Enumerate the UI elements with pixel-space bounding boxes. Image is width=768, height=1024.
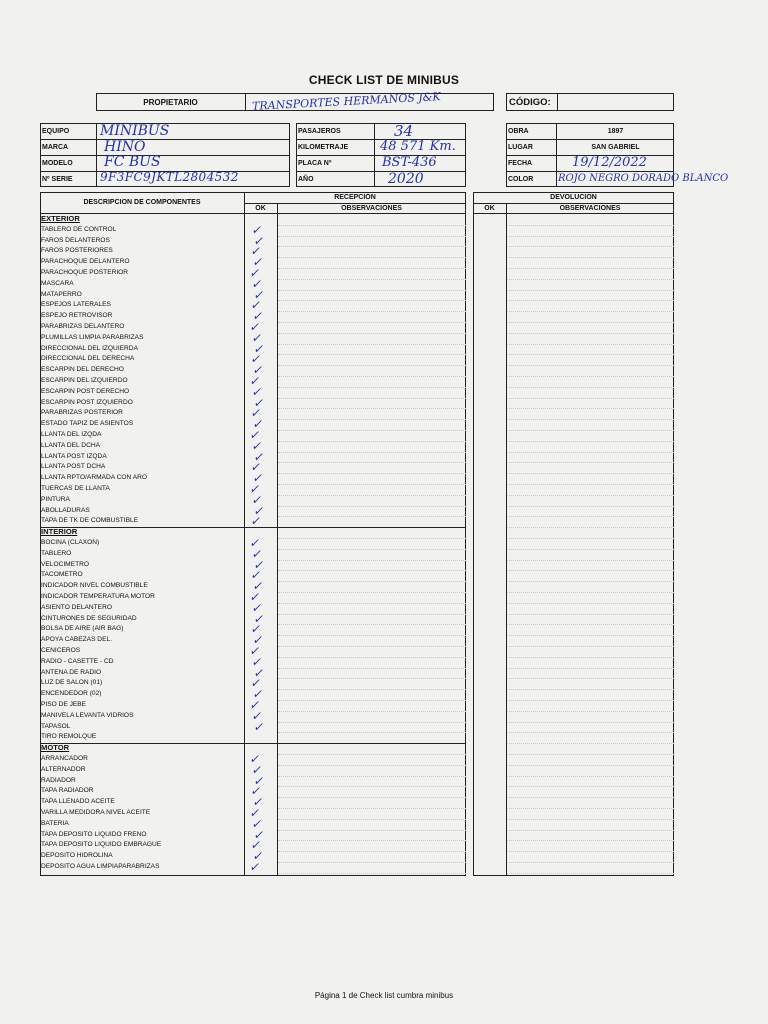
row-separator — [507, 246, 674, 247]
page-title: CHECK LIST DE MINIBUS — [308, 73, 460, 87]
component-row-label: ESCARPIN DEL IZQUIERDO — [41, 377, 128, 384]
component-row-label: APOYA CABEZAS DEL. — [41, 636, 112, 644]
component-row-label: LLANTA POST DCHA — [41, 463, 106, 471]
component-row-label: INDICADOR TEMPERATURA MOTOR — [41, 593, 155, 600]
row-separator — [507, 441, 674, 442]
row-separator — [507, 257, 674, 258]
component-row-label: DEPOSITO AGUA LIMPIAPARABRIZAS — [41, 863, 160, 870]
ok-checkmark-icon[interactable]: ✓ — [249, 244, 263, 259]
row-separator — [278, 614, 466, 615]
row-separator — [507, 830, 674, 831]
component-row-label: LUZ DE SALON (01) — [41, 679, 103, 687]
equipo-value[interactable]: MINIBUS — [100, 123, 170, 139]
row-separator — [278, 808, 466, 809]
row-separator — [507, 452, 674, 453]
component-row-label: VARILLA MEDIDORA NIVEL ACEITE — [41, 809, 151, 816]
row-separator — [278, 549, 466, 550]
ok-checkmark-icon[interactable]: ✓ — [249, 406, 263, 421]
ok-checkmark-icon[interactable]: ✓ — [252, 719, 266, 734]
row-separator — [278, 657, 466, 658]
row-separator — [507, 603, 674, 604]
pasajeros-value[interactable]: 34 — [394, 122, 414, 140]
row-separator — [278, 322, 466, 323]
component-row-label: PISO DE JEBE — [41, 701, 87, 708]
row-separator — [507, 840, 674, 841]
row-separator — [278, 225, 466, 226]
ok-checkmark-icon[interactable]: ✓ — [248, 320, 262, 334]
row-separator — [278, 452, 466, 453]
component-row-label: TABLERO — [41, 549, 72, 557]
row-separator — [507, 419, 674, 420]
row-separator — [507, 624, 674, 625]
ok-checkmark-icon[interactable]: ✓ — [248, 482, 262, 496]
row-separator — [278, 441, 466, 442]
ok-checkmark-icon[interactable]: ✓ — [250, 276, 264, 291]
row-separator — [278, 538, 466, 539]
row-separator — [278, 344, 466, 345]
row-separator — [278, 484, 466, 485]
component-row-label: BATERIA — [41, 819, 69, 827]
row-separator — [278, 257, 466, 258]
row-separator — [278, 668, 466, 669]
row-separator — [507, 743, 674, 744]
component-row-label: MANIVELA LEVANTA VIDRIOS — [41, 711, 134, 719]
row-separator — [507, 236, 674, 237]
component-row-label: ESCARPIN DEL DERECHO — [41, 366, 124, 374]
ok-checkmark-icon[interactable]: ✓ — [249, 514, 263, 529]
row-separator — [278, 398, 466, 399]
ok-checkmark-icon[interactable]: ✓ — [252, 449, 266, 464]
ok-checkmark-icon[interactable]: ✓ — [248, 698, 262, 712]
row-separator — [507, 560, 674, 561]
component-row-label: CENICEROS — [41, 647, 81, 654]
ok-checkmark-icon[interactable]: ✓ — [249, 676, 263, 691]
row-separator — [507, 614, 674, 615]
row-separator — [278, 387, 466, 388]
component-row-label: INDICADOR NIVEL COMBUSTIBLE — [41, 582, 148, 590]
row-separator — [278, 408, 466, 409]
row-separator — [278, 711, 466, 712]
row-separator — [278, 560, 466, 561]
row-separator — [507, 678, 674, 679]
row-separator — [278, 495, 466, 496]
row-separator — [507, 808, 674, 809]
component-row-label: BOLSA DE AIRE (AIR BAG) — [41, 625, 124, 633]
ok-checkmark-icon[interactable]: ✓ — [252, 233, 266, 248]
row-separator — [278, 840, 466, 841]
component-row-label: DIRECCIONAL DEL DERECHA — [41, 355, 135, 363]
row-separator — [507, 527, 674, 528]
ok-checkmark-icon[interactable]: ✓ — [250, 654, 264, 669]
row-separator — [507, 365, 674, 366]
row-separator — [507, 700, 674, 701]
component-row-label: PARACHOQUE DELANTERO — [41, 258, 130, 266]
component-row-label: TAPA DEPOSITO LIQUIDO EMBRAGUE — [41, 841, 162, 849]
component-row-label: RADIO - CASETTE - CD — [41, 657, 114, 665]
recepcion-obs-header: OBSERVACIONES — [341, 204, 402, 212]
row-separator — [278, 311, 466, 312]
row-separator — [278, 246, 466, 247]
component-row-label: VELOCIMETRO — [41, 560, 89, 568]
row-separator — [507, 225, 674, 226]
ok-checkmark-icon[interactable]: ✓ — [249, 838, 263, 853]
devolucion-obs-header: OBSERVACIONES — [559, 204, 621, 212]
equipo-label: EQUIPO — [42, 127, 70, 135]
row-separator — [278, 333, 466, 334]
row-separator — [278, 279, 466, 280]
component-row-label: LLANTA POST IZQDA — [41, 452, 107, 460]
component-row-label: ABOLLADURAS — [41, 506, 90, 514]
row-separator — [278, 624, 466, 625]
devolucion-header: DEVOLUCIÓN — [550, 194, 597, 201]
kilometraje-value[interactable]: 48 571 Km. — [380, 139, 456, 154]
row-separator — [278, 419, 466, 420]
ok-checkmark-icon[interactable]: ✓ — [249, 460, 263, 475]
ok-checkmark-icon[interactable]: ✓ — [252, 395, 266, 410]
component-row-label: LLANTA RPTO/ARMADA CON ARO — [41, 474, 148, 482]
ok-checkmark-icon[interactable]: ✓ — [252, 665, 266, 680]
marca-value[interactable]: HINO — [104, 139, 146, 155]
component-row-label: ASIENTO DELANTERO — [41, 603, 112, 611]
row-separator — [278, 462, 466, 463]
serie-value[interactable]: 9F3FC9JKTL2804532 — [100, 170, 239, 184]
component-row-label: RADIADOR — [41, 776, 76, 784]
row-separator — [507, 776, 674, 777]
component-row-label: ARRANCADOR — [41, 755, 88, 762]
row-separator — [278, 516, 466, 517]
row-separator — [507, 765, 674, 766]
component-row-label: PARACHOQUE POSTERIOR — [41, 269, 129, 276]
ok-checkmark-icon[interactable]: ✓ — [249, 352, 263, 367]
row-separator — [507, 570, 674, 571]
row-separator — [278, 830, 466, 831]
row-separator — [507, 322, 674, 323]
component-row-label: DIRECCIONAL DEL IZQUIERDA — [41, 344, 138, 352]
ok-checkmark-icon[interactable]: ✓ — [251, 417, 265, 432]
component-row-label: TABLERO DE CONTROL — [41, 225, 117, 233]
row-separator — [507, 819, 674, 820]
row-separator — [278, 376, 466, 377]
row-separator — [278, 300, 466, 301]
ok-checkmark-icon[interactable]: ✓ — [252, 341, 266, 356]
recepcion-ok-header: OK — [255, 204, 266, 212]
ok-checkmark-icon[interactable]: ✓ — [252, 773, 266, 788]
ok-checkmark-icon[interactable]: ✓ — [251, 579, 265, 594]
component-row-label: FAROS POSTERIORES — [41, 247, 113, 255]
ok-checkmark-icon[interactable]: ✓ — [251, 795, 265, 810]
row-separator — [278, 797, 466, 798]
row-separator — [507, 538, 674, 539]
ok-checkmark-icon[interactable]: ✓ — [250, 222, 264, 237]
component-row-label: TACOMETRO — [41, 571, 83, 579]
component-row-label: FAROS DELANTEROS — [41, 236, 110, 244]
row-separator — [278, 678, 466, 679]
component-row-label: ESTADO TAPIZ DE ASIENTOS — [41, 420, 134, 428]
row-separator — [278, 776, 466, 777]
modelo-label: MODELO — [42, 159, 73, 167]
row-separator — [278, 581, 466, 582]
propietario-value[interactable]: TRANSPORTES HERMANOS J&K — [251, 90, 442, 113]
ok-checkmark-icon[interactable]: ✓ — [251, 687, 265, 702]
placa-label: PLACA Nº — [298, 159, 332, 167]
row-separator — [278, 603, 466, 604]
row-separator — [278, 430, 466, 431]
row-separator — [507, 290, 674, 291]
row-separator — [278, 592, 466, 593]
recepcion-header: RECEPCIÓN — [334, 194, 376, 201]
row-separator — [507, 851, 674, 852]
row-separator — [507, 484, 674, 485]
ok-checkmark-icon[interactable]: ✓ — [251, 363, 265, 378]
row-separator — [507, 408, 674, 409]
component-row-label: TAPA DE TK DE COMBUSTIBLE — [41, 517, 139, 525]
ok-checkmark-icon[interactable]: ✓ — [250, 492, 264, 507]
component-row-label: MATAPERRO — [41, 290, 82, 298]
ok-checkmark-icon[interactable]: ✓ — [251, 633, 265, 648]
ok-checkmark-icon[interactable]: ✓ — [250, 438, 264, 453]
ok-checkmark-icon[interactable]: ✓ — [251, 309, 265, 324]
component-row-label: TAPA LLENADO ACEITE — [41, 798, 115, 806]
row-separator — [507, 581, 674, 582]
ok-checkmark-icon[interactable]: ✓ — [252, 611, 266, 626]
row-separator — [278, 635, 466, 636]
ok-checkmark-icon[interactable]: ✓ — [250, 384, 264, 399]
row-separator — [507, 333, 674, 334]
row-separator — [278, 722, 466, 723]
lugar-label: LUGAR — [508, 143, 533, 151]
ok-checkmark-icon[interactable]: ✓ — [252, 827, 266, 842]
row-separator — [507, 646, 674, 647]
ok-checkmark-icon[interactable]: ✓ — [249, 568, 263, 583]
row-separator — [278, 290, 466, 291]
row-separator — [278, 506, 466, 507]
component-row-label: PARABRIZAS POSTERIOR — [41, 409, 123, 417]
ok-checkmark-icon[interactable]: ✓ — [249, 622, 263, 637]
row-separator — [507, 635, 674, 636]
component-row-label: TAPA DEPOSITO LIQUIDO FRENO — [41, 830, 147, 838]
ok-checkmark-icon[interactable]: ✓ — [250, 816, 264, 831]
ok-checkmark-icon[interactable]: ✓ — [250, 600, 264, 615]
component-row-label: TIRO REMOLQUE — [41, 733, 97, 741]
ok-checkmark-icon[interactable]: ✓ — [248, 644, 262, 658]
ok-checkmark-icon[interactable]: ✓ — [251, 849, 265, 864]
row-separator — [507, 549, 674, 550]
row-separator — [278, 689, 466, 690]
row-separator — [278, 354, 466, 355]
devolucion-ok-header: OK — [484, 204, 495, 212]
component-row-label: ESCARPIN POST DERECHO — [41, 387, 130, 395]
component-row-label: ALTERNADOR — [41, 765, 86, 773]
row-separator — [507, 711, 674, 712]
color-value[interactable]: ROJO NEGRO DORADO BLANCO — [558, 173, 729, 184]
row-separator — [278, 851, 466, 852]
row-separator — [278, 873, 466, 874]
fecha-label: FECHA — [508, 159, 533, 167]
marca-label: MARCA — [42, 143, 69, 151]
ok-checkmark-icon[interactable]: ✓ — [248, 536, 262, 550]
ok-checkmark-icon[interactable]: ✓ — [248, 806, 262, 820]
ok-checkmark-icon[interactable]: ✓ — [248, 590, 262, 604]
row-separator — [507, 754, 674, 755]
row-separator — [278, 819, 466, 820]
component-row-label: ESPEJOS LATERALES — [41, 301, 111, 309]
ok-checkmark-icon[interactable]: ✓ — [250, 762, 264, 777]
row-separator — [507, 398, 674, 399]
component-row-label: ANTENA DE RADIO — [41, 668, 102, 676]
row-separator — [278, 473, 466, 474]
codigo-label: CÓDIGO: — [506, 93, 558, 111]
fecha-value[interactable]: 19/12/2022 — [572, 155, 647, 170]
component-row-label: ESPEJO RETROVISOR — [41, 312, 113, 320]
obra-label: OBRA — [508, 127, 529, 135]
row-separator — [278, 236, 466, 237]
placa-value[interactable]: BST-436 — [382, 155, 437, 170]
row-separator — [507, 473, 674, 474]
row-separator — [507, 668, 674, 669]
row-separator — [507, 311, 674, 312]
ok-checkmark-icon[interactable]: ✓ — [248, 860, 262, 874]
section-divider — [40, 527, 466, 528]
row-separator — [507, 268, 674, 269]
row-separator — [278, 754, 466, 755]
component-row-label: TAPA RADIADOR — [41, 787, 94, 795]
row-separator — [507, 462, 674, 463]
component-row-label: PINTURA — [41, 495, 70, 503]
row-separator — [278, 268, 466, 269]
ok-checkmark-icon[interactable]: ✓ — [252, 557, 266, 572]
ok-checkmark-icon[interactable]: ✓ — [250, 330, 264, 345]
row-separator — [278, 700, 466, 701]
color-label: COLOR — [508, 175, 534, 183]
component-row-label: LLANTA DEL IZQDA — [41, 431, 102, 438]
table-right — [473, 192, 674, 876]
ok-checkmark-icon[interactable]: ✓ — [248, 374, 262, 388]
component-row-label: CINTURONES DE SEGURIDAD — [41, 614, 137, 622]
ok-checkmark-icon[interactable]: ✓ — [251, 255, 265, 270]
ok-checkmark-icon[interactable]: ✓ — [251, 471, 265, 486]
ok-checkmark-icon[interactable]: ✓ — [250, 708, 264, 723]
row-separator — [507, 430, 674, 431]
ok-checkmark-icon[interactable]: ✓ — [252, 287, 266, 302]
section-header: EXTERIOR — [41, 214, 80, 223]
row-separator — [507, 279, 674, 280]
modelo-value[interactable]: FC BUS — [104, 154, 161, 170]
row-separator — [507, 689, 674, 690]
row-separator — [507, 387, 674, 388]
row-separator — [278, 570, 466, 571]
component-row-label: LLANTA DEL DCHA — [41, 441, 100, 449]
component-row-label: DEPOSITO HIDROLINA — [41, 852, 113, 860]
row-separator — [507, 786, 674, 787]
serie-label: Nº SERIE — [42, 175, 73, 183]
row-separator — [507, 344, 674, 345]
ok-checkmark-icon[interactable]: ✓ — [248, 752, 262, 766]
pasajeros-label: PASAJEROS — [298, 127, 341, 135]
row-separator — [507, 862, 674, 863]
row-separator — [507, 516, 674, 517]
row-separator — [507, 354, 674, 355]
ok-checkmark-icon[interactable]: ✓ — [249, 784, 263, 799]
descripcion-header: DESCRIPCION DE COMPONENTES — [83, 199, 201, 206]
row-separator — [507, 732, 674, 733]
row-separator — [507, 873, 674, 874]
row-separator — [507, 376, 674, 377]
section-divider — [40, 743, 466, 744]
row-separator — [278, 786, 466, 787]
row-separator — [507, 797, 674, 798]
component-row-label: PARABRIZAS DELANTERO — [41, 323, 125, 330]
ok-checkmark-icon[interactable]: ✓ — [248, 428, 262, 442]
ok-checkmark-icon[interactable]: ✓ — [249, 298, 263, 313]
section-header: MOTOR — [41, 743, 70, 753]
ok-checkmark-icon[interactable]: ✓ — [250, 546, 264, 561]
row-separator — [507, 495, 674, 496]
component-row-label: BOCINA (CLAXON) — [41, 539, 100, 546]
row-separator — [507, 657, 674, 658]
page-footer: Página 1 de Check list cumbra minibus — [314, 991, 454, 1000]
row-separator — [507, 300, 674, 301]
row-separator — [507, 506, 674, 507]
obra-value[interactable]: 1897 — [607, 127, 624, 135]
component-row-label: TUERCAS DE LLANTA — [41, 485, 110, 492]
row-separator — [278, 862, 466, 863]
component-row-label: ENCENDEDOR (02) — [41, 690, 102, 698]
lugar-value[interactable]: SAN GABRIEL — [591, 143, 640, 151]
ano-value[interactable]: 2020 — [388, 171, 424, 187]
row-separator — [507, 722, 674, 723]
row-separator — [278, 365, 466, 366]
ano-label: AÑO — [298, 175, 314, 183]
row-separator — [507, 592, 674, 593]
component-row-label: PLUMILLAS LIMPIA PARABRIZAS — [41, 333, 144, 341]
ok-checkmark-icon[interactable]: ✓ — [252, 503, 266, 518]
component-row-label: ESCARPIN POST IZQUIERDO — [41, 398, 133, 406]
row-separator — [278, 732, 466, 733]
kilometraje-label: KILOMETRAJE — [298, 143, 349, 151]
component-row-label: TAPASOL — [41, 722, 71, 730]
propietario-label: PROPIETARIO — [96, 93, 246, 111]
section-header: INTERIOR — [41, 527, 78, 537]
row-separator — [278, 765, 466, 766]
ok-checkmark-icon[interactable]: ✓ — [248, 266, 262, 280]
component-row-label: MASCARA — [41, 279, 74, 287]
row-separator — [278, 646, 466, 647]
